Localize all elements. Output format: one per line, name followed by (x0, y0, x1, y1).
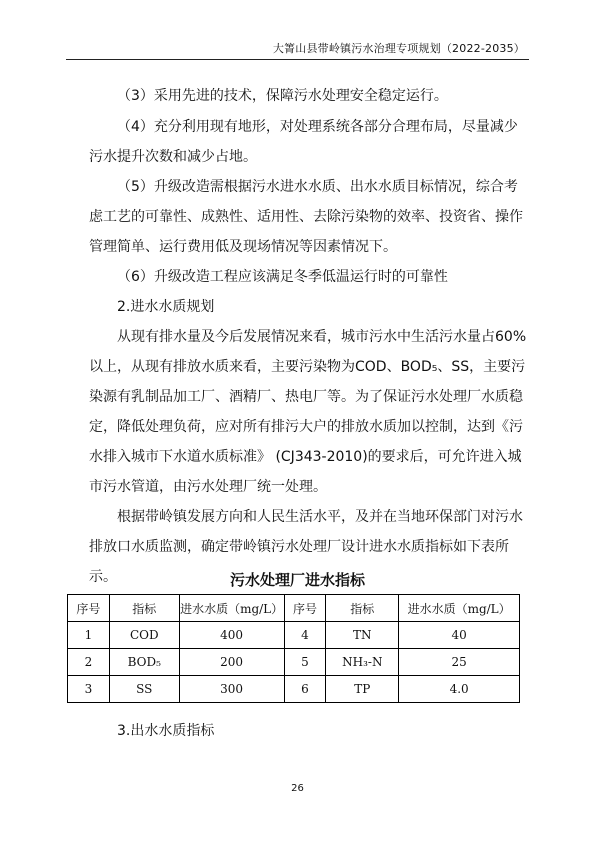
table-cell: 5 (284, 649, 326, 676)
table-cell: NH₃-N (326, 649, 399, 676)
table-header-row (68, 595, 520, 622)
table-cell: 25 (399, 649, 520, 676)
header-cell-influent: 进水水质（mg/L） (179, 595, 284, 622)
table-row (68, 649, 520, 676)
paragraph-item-5: （5）升级改造需根据污水进水水质、出水水质目标情况，综合考虑工艺的可靠性、成熟性、适用性、去除污染物的效率、投资省、操作管理简单、运行费用低及现场情况等因素情况下。 (89, 179, 523, 255)
section-heading-influent: 2.进水水质规划 (117, 299, 215, 315)
paragraph-item-4: （4）充分利用现有地形，对处理系统各部分合理布局，尽量减少污水提升次数和减少占地。 (89, 119, 518, 165)
paragraph-item-3: （3）采用先进的技术，保障污水处理安全稳定运行。 (117, 88, 448, 104)
header-cell-indicator: 指标 (109, 595, 179, 622)
influent-quality-table (67, 594, 520, 703)
header-rule (66, 59, 529, 60)
paragraph-influent-analysis: 从现有排水量及今后发展情况来看，城市污水中生活污水量占60%以上，从现有排放水质来看，主要污染物为COD、BOD₅、SS，主要污染源有乳制品加工厂、酒精厂、热电厂等。为了保证污水处理厂水质稳定，降低处理负荷，应对所有排污大户的排放水质加以控制，达到《污水排入城市下水道水质标准》 (CJ343-2010)的要求后，可允许进入城市污水管道，由污水处理厂统一处理。 (89, 329, 527, 495)
table-cell: 4 (284, 622, 326, 649)
table-cell: TN (326, 622, 399, 649)
header-cell-indicator: 指标 (326, 595, 399, 622)
table-title: 污水处理厂进水指标 (229, 571, 365, 589)
table-cell: COD (109, 622, 179, 649)
header-cell-influent: 进水水质（mg/L） (399, 595, 520, 622)
table-cell: 3 (68, 676, 110, 703)
paragraph-item-6: （6）升级改造工程应该满足冬季低温运行时的可靠性 (117, 269, 448, 285)
running-header: 大箐山县带岭镇污水治理专项规划（2022-2035） (272, 42, 525, 55)
header-cell-index: 序号 (284, 595, 326, 622)
table-cell: 4.0 (399, 676, 520, 703)
table-cell: TP (326, 676, 399, 703)
section-heading-effluent: 3.出水水质指标 (117, 723, 215, 739)
table-cell: 6 (284, 676, 326, 703)
table-cell: BOD₅ (109, 649, 179, 676)
table-cell: 200 (179, 649, 284, 676)
table-cell: 300 (179, 676, 284, 703)
table-cell: 40 (399, 622, 520, 649)
table-cell: 2 (68, 649, 110, 676)
header-cell-index: 序号 (68, 595, 110, 622)
table-row (68, 676, 520, 703)
table-cell: 1 (68, 622, 110, 649)
table-cell: SS (109, 676, 179, 703)
table-row (68, 622, 520, 649)
page-number: 26 (291, 783, 304, 794)
paragraph-table-intro: 根据带岭镇发展方向和人民生活水平，及并在当地环保部门对污水排放口水质监测，确定带岭镇污水处理厂设计进水水质指标如下表所示。 (89, 509, 523, 585)
table-cell: 400 (179, 622, 284, 649)
